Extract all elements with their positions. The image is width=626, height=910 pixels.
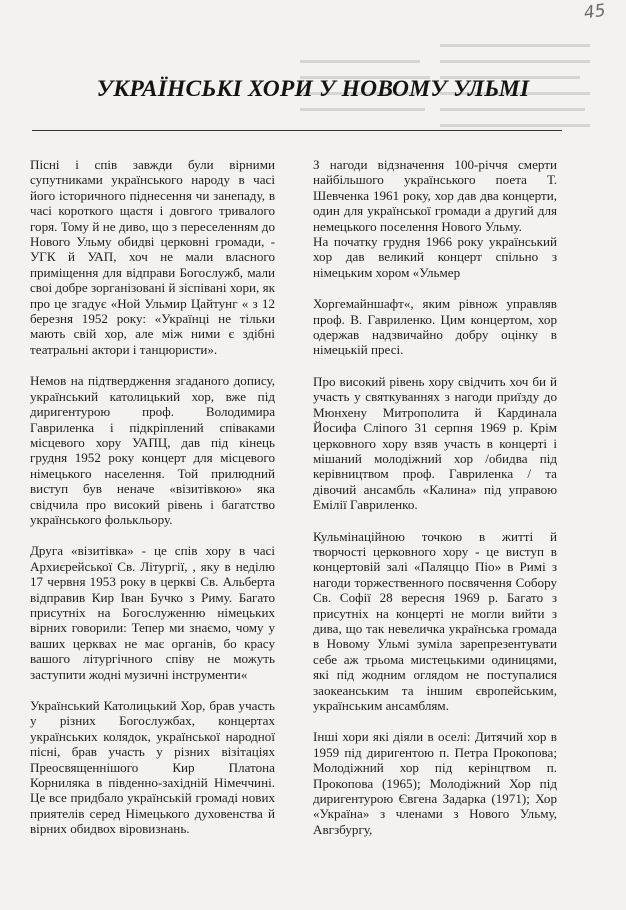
article-paragraph: Немов на підтвердження згаданого допису, український католицький хор, вже під диригентурою проф. Володимира Гавриленка і підкріплений співаками місцевого хору УАПЦ, дав під кінець грудня 1952 року концерт для місцевого німецького населення. Той прилюдний виступ був неначе «візитівкою» яка свідчила про високий рівень і багатство українського фолькльору. [30, 373, 275, 527]
article-paragraph: Кульмінаційною точкою в житті й творчості церковного хору - це виступ в концертовій залі «Паляццо Піо» в Римі з нагоди торжественного посвячення Собору Св. Софії 28 вересня 1969 р. Багато з присутніх на концерті не могли вийти з дива, що так невеличка українська громада в Новому Ульмі зуміла зарепрезентувати себе аж трьома мистецькими одиницями, які під жодним оглядом не поступалися заокеанським та іншим європейським, українським ансамблям. [313, 528, 557, 713]
article-paragraph: На початку грудня 1966 року український хор дав великий концерт спільно з німецьким хором «Ульмер [313, 234, 557, 280]
left-column [30, 157, 275, 837]
article-paragraph: Інші хори які діяли в оселі: Дитячий хор в 1959 під диригентою п. Петра Прокопова; Молодіжний хор під керінцтвом п. Прокопова (1965); Молодіжний Хор під диригентурою Євгена Задарка (1971); Хор «Україна» з членами з Нового Ульму, Авгзбургу, [313, 729, 557, 837]
article-paragraph: Український Католицький Хор, брав участь у різних Богослужбах, концертах українських колядок, української народної пісні, брав участь у різних візітаціях Преосвященнішого Кир Платона Корниляка в південно-західній Німеччині. Це все придбало українській громаді нових приятелів серед Німецького духовенства й вірних обидвох віровизнань. [30, 698, 275, 837]
page-number: 45 [583, 0, 608, 24]
article-paragraph: Про високий рівень хору свідчить хоч би й участь у святкуваннях з нагоди приїзду до Мюнхену Митрополита й Кардинала Йосифа Сліпого 31 серпня 1969 р. Крім церковного хору взяв участь в концерті і мішаний молодіжний хор /обидва під керівництвом проф. Гавриленка / та дівочий ансамбль «Калина» під управою Емілії Гавриленко. [313, 373, 557, 513]
page-title: УКРАЇНСЬКІ ХОРИ У НОВОМУ УЛЬМІ [96, 76, 530, 102]
article-paragraph: З нагоди відзначення 100-річчя смерти найбільшого українського поета Т. Шевченка 1961 року, хор дав два концерти, один для української громади а другий для немецького поселення Нового Ульму. [313, 157, 557, 234]
bleed-through-text [0, 0, 626, 140]
right-column [313, 157, 557, 837]
article-paragraph: Друга «візитівка» - це спів хору в часі Архиєрейської Св. Літургії, , яку в неділю 17 червня 1953 року в церкві Св. Альберта відправив Кир Іван Бучко з Риму. Багато присутніх на Богослуженню німецьких вірних говорили: Тепер ми знаємо, чому у ваших церквах не має органів, бо красу вашого літургічного співу не можуть заступити жодні музичні інструменти« [30, 543, 275, 682]
title-divider [32, 130, 562, 131]
article-paragraph: Хоргемайншафт«, яким рівнож управляв проф. В. Гавриленко. Цим концертом, хор одержав надзвичайно добру оцінку в німецькій пресі. [313, 296, 557, 358]
article-paragraph: Пісні і спів завжди були вірними супутниками українського народу в часі його історичного піднесення чи занепаду, в часі короткого щастя і довгого тривалого горя. Тому й не диво, що з переселенням до Нового Ульму обидві церковні громади, - УГК й УАП, хоч не мали власного приміщення для відправи Богослужб, мали своі добре зорганізовані й зіспівані хори, як про це згадує «Ной Ульмир Цайтунг « з 12 березня 1952 року: «Українці не тільки мають свій хор, але між ними є здібні театральні актори і танцюристи». [30, 157, 275, 357]
